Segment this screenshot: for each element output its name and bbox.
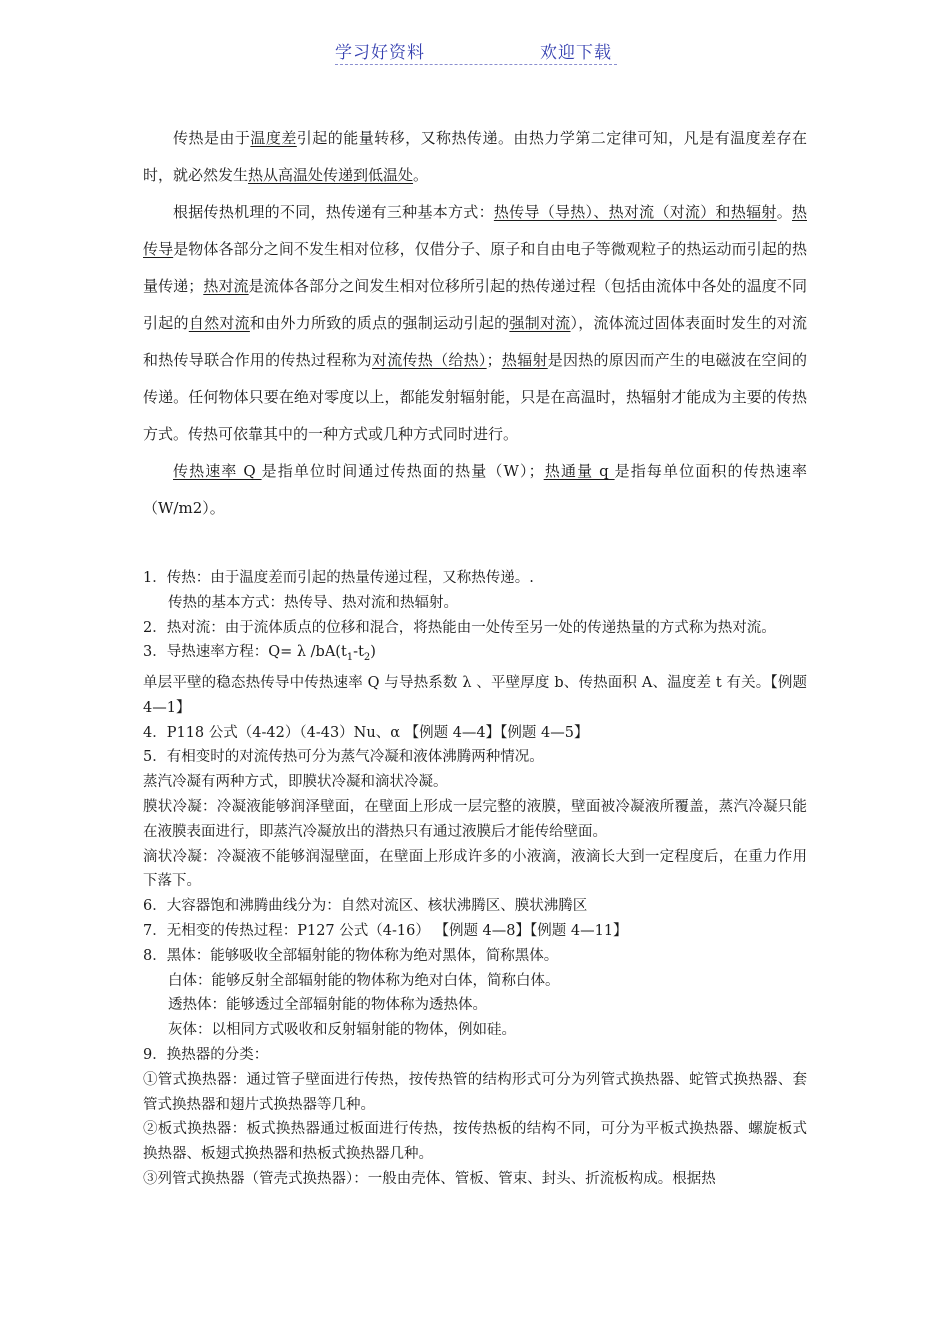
text-run: ) (370, 644, 376, 661)
text-run: 。 (413, 166, 429, 184)
text-run: 和由外力所致的质点的强制运动引起的 (249, 314, 510, 332)
header-left-text: 学习好资料 (335, 43, 425, 63)
text-run: ； (486, 351, 502, 369)
list-item: 单层平壁的稳态热传导中传热速率 Q 与导热系数 λ 、平壁厚度 b、传热面积 A、温度差 t 有关。【例题 4—1】 (143, 675, 807, 716)
intro-section (143, 120, 807, 527)
list-item: 蒸汽冷凝有两种方式，即膜状冷凝和滴状冷凝。 (143, 774, 448, 791)
underlined-term: 热传导（导热）、热对流（对流）和热辐射 (493, 203, 777, 221)
list-item: 2．热对流：由于流体质点的位移和混合，将热能由一处传至另一处的传递热量的方式称为热对流。 (143, 619, 776, 636)
underlined-term: 热传导 (143, 203, 807, 258)
subscript: 1 (346, 652, 354, 664)
header-right-text: 欢迎下载 (540, 43, 612, 63)
underlined-term: 传热速率 Q (173, 462, 262, 480)
list-item: 4．P118 公式（4-42）（4-43）Nu、α 【例题 4—4】【例题 4—5】 (143, 724, 589, 741)
list-item: 8．黑体：能够吸收全部辐射能的物体称为绝对黑体，简称黑体。 (143, 947, 559, 964)
list-item: 9．换热器的分类： (143, 1047, 269, 1064)
underlined-term: 温度差 (250, 129, 297, 147)
list-item: 透热体：能够透过全部辐射能的物体称为透热体。 (168, 997, 487, 1014)
list-item: 灰体：以相同方式吸收和反射辐射能的物体，例如硅。 (168, 1022, 516, 1039)
text-run: 是指单位时间通过传热面的热量（W）； (261, 462, 544, 480)
underlined-term: 强制对流 (509, 314, 571, 332)
list-item: 传热的基本方式：热传导、热对流和热辐射。 (168, 594, 458, 611)
underlined-term: 热对流 (203, 277, 249, 295)
text-run: 根据传热机理的不同，热传递有三种基本方式： (173, 203, 494, 221)
text-run: ），流体流过固体表面时发生的对流和热传导联合作用的传热过程称为 (143, 314, 807, 369)
underlined-term: 热辐射 (501, 351, 548, 369)
list-item: 膜状冷凝：冷凝液能够润泽壁面，在壁面上形成一层完整的液膜，壁面被冷凝液所覆盖，蒸汽冷凝只能在液膜表面进行，即蒸汽冷凝放出的潜热只有通过液膜后才能传给壁面。 (143, 799, 807, 840)
list-item: ②板式换热器：板式换热器通过板面进行传热，按传热板的结构不同，可分为平板式换热器、螺旋板式换热器、板翅式换热器和热板式换热器几种。 (143, 1121, 807, 1163)
text-run: -t (353, 644, 364, 661)
underlined-term: 热从高温处传递到低温处 (248, 166, 414, 184)
text-run: 是流体各部分之间发生相对位移所引起的热传递过程（包括由流体中各处的温度不同引起的 (143, 277, 807, 332)
underlined-term: 对流传热（给热） (372, 351, 487, 369)
paragraph-heat-transfer-modes (143, 194, 807, 453)
subscript: 2 (363, 652, 371, 664)
list-item-formula (143, 640, 807, 671)
list-item: 7．无相变的传热过程：P127 公式（4-16） 【例题 4—8】【例题 4—11】 (143, 923, 628, 940)
underlined-term: 自然对流 (188, 314, 250, 332)
text-run: 是指每单位面积的传热速率（W/m2）。 (143, 462, 807, 517)
list-item: 6．大容器饱和沸腾曲线分为：自然对流区、核状沸腾区、膜状沸腾区 (143, 898, 588, 915)
notes-list (143, 566, 807, 1192)
text-run: 传热是由于 (173, 129, 251, 147)
text-run: 3．导热速率方程：Q= λ /bA(t (143, 644, 347, 661)
underlined-term: 热通量 q (543, 462, 615, 480)
list-item: 白体：能够反射全部辐射能的物体称为绝对白体，简称白体。 (168, 972, 560, 989)
text-run: 是物体各部分之间不发生相对位移，仅借分子、原子和自由电子等微观粒子的热运动而引起的热量传递； (143, 240, 807, 295)
list-item: ③列管式换热器（管壳式换热器）：一般由壳体、管板、管束、封头、折流板构成。根据热 (143, 1171, 716, 1188)
list-item: 5．有相变时的对流传热可分为蒸气冷凝和液体沸腾两种情况。 (143, 749, 544, 766)
list-item: 1．传热：由于温度差而引起的热量传递过程，又称热传递。. (143, 570, 534, 586)
text-run: 引起的能量转移，又称热传递。由热力学第二定律可知，凡是有温度差存在时，就必然发生 (143, 129, 807, 184)
list-item: ①管式换热器：通过管子壁面进行传热，按传热管的结构形式可分为列管式换热器、蛇管式换热器、套管式换热器和翅片式换热器等几种。 (143, 1071, 807, 1113)
paragraph-heat-rate (143, 453, 807, 527)
page-header (335, 38, 617, 65)
text-run: 。 (776, 203, 792, 221)
list-item: 滴状冷凝：冷凝液不能够润湿壁面，在壁面上形成许多的小液滴，液滴长大到一定程度后，在重力作用下落下。 (143, 848, 807, 890)
paragraph-heat-transfer-definition (143, 120, 807, 194)
text-run: 是因热的原因而产生的电磁波在空间的传递。任何物体只要在绝对零度以上，都能发射辐射能，只是在高温时，热辐射才能成为主要的传热方式。传热可依靠其中的一种方式或几种方式同时进行。 (143, 351, 807, 443)
